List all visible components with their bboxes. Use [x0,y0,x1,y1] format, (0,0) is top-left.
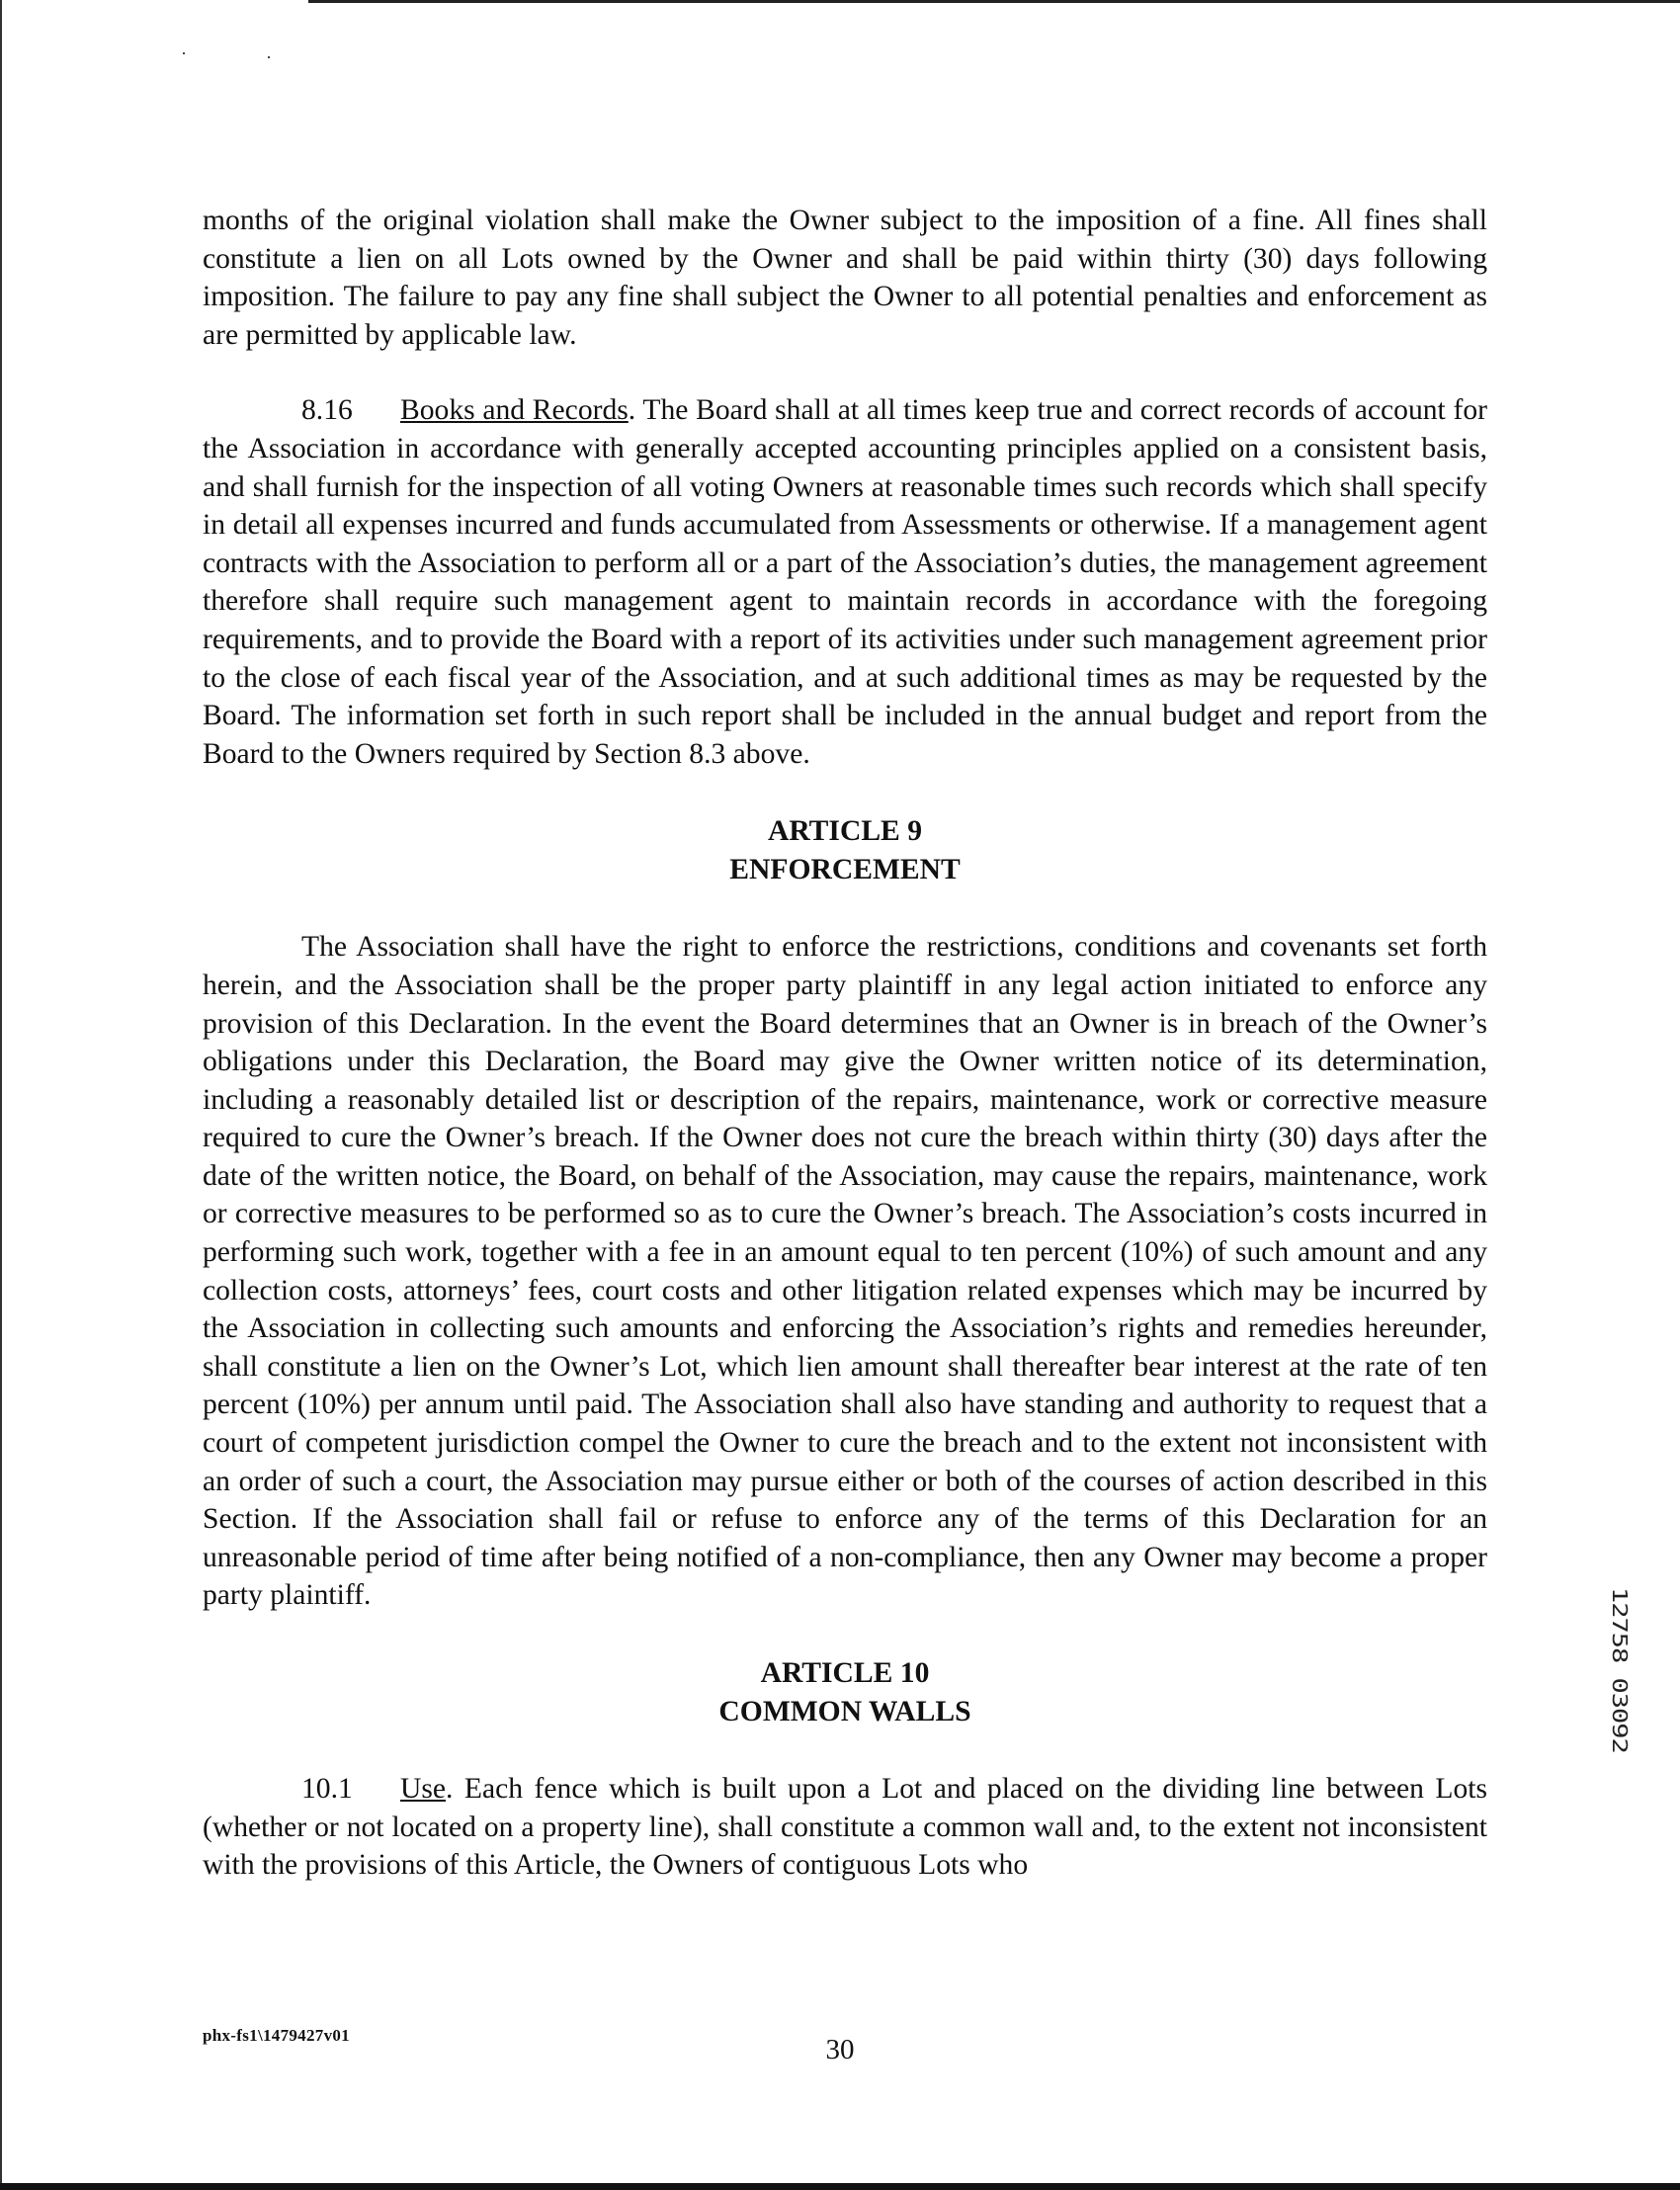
margin-recording-stamp: 12758 03092 [1607,1587,1631,1753]
section-number: 8.16 [301,394,353,427]
page-number-container [0,2034,1680,2066]
article-9-label: ARTICLE 9 [767,815,922,848]
article-10-label: ARTICLE 10 [760,1657,930,1689]
section-number: 10.1 [301,1773,353,1805]
page-body [203,202,1487,1885]
section-10-1 [203,1770,1487,1885]
top-border-line [308,0,1680,3]
section-title: Books and Records [400,394,629,427]
page-number: 30 [825,2034,855,2065]
scan-speck [183,52,185,54]
article-9-body: The Association shall have the right to enforce the restrictions, conditions and covenants set forth herein, and the Association shall be the proper party plaintiff in any legal action initiated to enforce any provision of this Declaration. In the event the Board determines that an Owner is in breach of the Owner’s obligations under this Declaration, the Board may give the Owner written notice of its determination, including a reasonably detailed list or description of the repairs, maintenance, work or corrective measure required to cure the Owner’s breach. If the Owner does not cure the breach within thirty (30) days after the date of the written notice, the Board, on behalf of the Association, may cause the repairs, maintenance, work or corrective measures to be performed so as to cure the Owner’s breach. The Association’s costs incurred in performing such work, together with a fee in an amount equal to ten percent (10%) of such amount and any collection costs, attorneys’ fees, court costs and other litigation related expenses which may be incurred by the Association in collecting such amounts and enforcing the Association’s rights and remedies hereunder, shall constitute a lien on the Owner’s Lot, which lien amount shall thereafter bear interest at the rate of ten percent (10%) per annum until paid. The Association shall also have standing and authority to request that a court of competent jurisdiction compel the Owner to cure the breach and to the extent not inconsistent with an order of such a court, the Association may pursue either or both of the courses of action described in this Section. If the Association shall fail or refuse to enforce any of the terms of this Declaration for an unreasonable period of time after being notified of a non-compliance, then any Owner may become a proper party plaintiff. [203,931,1487,1612]
article-9-title: ENFORCEMENT [729,853,961,885]
article-10-title: COMMON WALLS [718,1695,971,1727]
footer-document-id: phx-fs1\1479427v01 [203,2026,350,2045]
section-body: . The Board shall at all times keep true and correct records of account for the Association in accordance with generally accepted accounting principles applied on a consistent basis, and shall furnish for the inspection of all voting Owners at reasonable times such records which shall specify in detail all expenses incurred and funds accumulated from Assessments or otherwise. If a management agent contracts with the Association to perform all or a part of the Association’s duties, the management agreement therefore shall require such management agent to maintain records in accordance with the foregoing requirements, and to provide the Board with a report of its activities under such management agreement prior to the close of each fiscal year of the Association, and at such additional times as may be requested by the Board. The information set forth in such report shall be included in the annual budget and report from the Board to the Owners required by Section 8.3 above. [203,394,1487,770]
bottom-border-line [0,2183,1680,2190]
left-border-line [0,0,2,2190]
section-8-16 [203,391,1487,773]
continuation-paragraph: months of the original violation shall make the Owner subject to the imposition of a fine. All fines shall constitute a lien on all Lots owned by the Owner and shall be paid within thirty (30) days following imposition. The failure to pay any fine shall subject the Owner to all potential penalties and enforcement as are permitted by applicable law. [203,205,1487,351]
section-body: . Each fence which is built upon a Lot and placed on the dividing line between Lots (whether or not located on a property line), shall constitute a common wall and, to the extent not inconsistent with the provisions of this Article, the Owners of contiguous Lots who [203,1773,1487,1882]
section-title: Use [400,1773,447,1805]
scan-speck [268,56,270,58]
